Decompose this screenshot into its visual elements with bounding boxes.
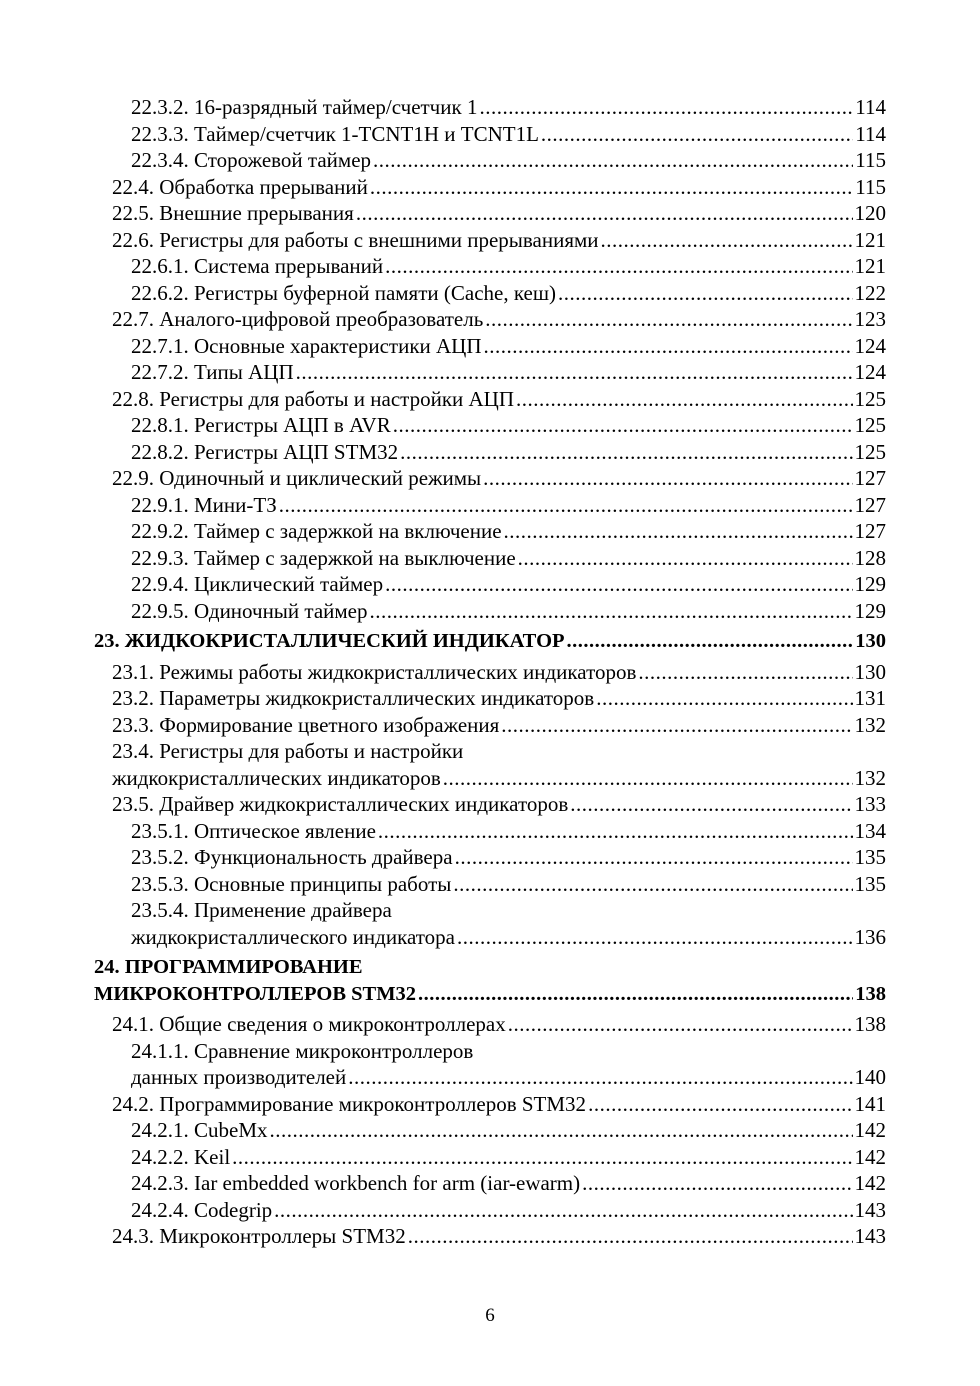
dot-leader: [582, 1170, 852, 1197]
toc-entry: [0, 628, 980, 655]
dot-leader: [443, 765, 853, 792]
toc-entry: [0, 791, 980, 818]
toc-entry: [0, 280, 980, 307]
toc-entry-page: 128: [854, 545, 886, 570]
toc-entry-page: 123: [854, 307, 886, 331]
dot-leader: [596, 685, 852, 712]
dot-leader: [400, 439, 852, 466]
toc-entry-page: 132: [854, 712, 886, 737]
toc-entry-title: 23.5.1. Оптическое явление: [131, 818, 376, 843]
dot-leader: [588, 1091, 852, 1118]
dot-leader: [418, 981, 853, 1008]
toc-entry: [0, 412, 980, 439]
toc-entry-title-continued: жидкокристаллических индикаторов: [112, 765, 441, 790]
toc-entry-title: 24. ПРОГРАММИРОВАНИЕ: [94, 956, 363, 978]
toc-entry-title: 24.3. Микроконтроллеры STM32: [112, 1224, 406, 1248]
toc-entry: [0, 1223, 980, 1250]
toc-entry-title: 22.7.1. Основные характеристики АЦП: [131, 333, 482, 358]
toc-entry: [0, 1091, 980, 1118]
toc-entry: [0, 738, 980, 791]
dot-leader: [484, 333, 853, 360]
toc-entry-page: 135: [854, 871, 886, 896]
dot-leader: [296, 359, 853, 386]
toc-entry: [0, 465, 980, 492]
toc-entry: [0, 1197, 980, 1224]
toc-entry: [0, 94, 980, 121]
toc-entry-page: 127: [854, 466, 886, 490]
toc-entry-title: 23.2. Параметры жидкокристаллических индикаторов: [112, 686, 595, 710]
toc-entry-page: 138: [855, 982, 886, 1005]
dot-leader: [279, 492, 853, 519]
toc-entry-page: 125: [854, 439, 886, 464]
toc-entry: [0, 518, 980, 545]
toc-entry: [0, 359, 980, 386]
toc-entry-title: 22.3.3. Таймер/счетчик 1-TCNT1H и TCNT1L: [131, 121, 539, 146]
dot-leader: [601, 227, 853, 254]
toc-entry-page: 130: [854, 659, 886, 684]
page-number: 6: [485, 1305, 495, 1326]
toc-entry-page: 142: [854, 1171, 886, 1195]
toc-entry-title: 23.5.2. Функциональность драйвера: [131, 845, 453, 869]
toc-entry-title: 22.9.2. Таймер с задержкой на включение: [131, 519, 502, 543]
toc-entry: [0, 598, 980, 625]
dot-leader: [274, 1197, 852, 1224]
dot-leader: [541, 121, 853, 148]
toc-entry-title: 22.8. Регистры для работы и настройки АЦП: [112, 386, 515, 411]
dot-leader: [270, 1117, 853, 1144]
toc-entry-page: 142: [854, 1144, 886, 1169]
dot-leader: [453, 871, 852, 898]
toc-entry: [0, 571, 980, 598]
dot-leader: [479, 94, 853, 121]
toc-entry: [0, 227, 980, 254]
toc-entry: [0, 871, 980, 898]
toc-entry-page: 124: [854, 360, 886, 384]
toc-entry-page: 121: [854, 254, 886, 278]
toc-entry: [0, 897, 980, 950]
dot-leader: [370, 174, 853, 201]
toc-entry-title: 22.6.2. Регистры буферной памяти (Cache, кеш): [131, 280, 557, 305]
dot-leader: [455, 844, 853, 871]
toc-entry-page: 142: [854, 1118, 886, 1142]
toc-entry-page: 135: [854, 845, 886, 869]
toc-entry-page: 141: [854, 1091, 886, 1116]
toc-entry-title: 24.1.1. Сравнение микроконтроллеров: [131, 1038, 474, 1063]
dot-leader: [483, 465, 852, 492]
toc-entry-title: 22.3.2. 16-разрядный таймер/счетчик 1: [131, 95, 478, 119]
dot-leader: [516, 386, 852, 413]
dot-leader: [558, 280, 852, 307]
toc-entry-title-continued: МИКРОКОНТРОЛЛЕРОВ STM32: [94, 982, 417, 1005]
toc-entry-title: 22.9.5. Одиночный таймер: [131, 598, 368, 623]
toc-entry-title: 22.6.1. Система прерываний: [131, 254, 384, 278]
toc-entry-title: 22.8.1. Регистры АЦП в AVR: [131, 413, 391, 437]
toc-entry: [0, 306, 980, 333]
dot-leader: [501, 712, 852, 739]
dot-leader: [370, 598, 853, 625]
dot-leader: [457, 924, 853, 951]
toc-entry: [0, 253, 980, 280]
toc-entry-title: 23.1. Режимы работы жидкокристаллических индикаторов: [112, 659, 637, 684]
dot-leader: [385, 253, 852, 280]
toc-entry-page: 132: [854, 765, 886, 790]
table-of-contents: [0, 94, 980, 1250]
toc-entry-title: 23.5. Драйвер жидкокристаллических индикаторов: [112, 792, 569, 816]
toc-entry: [0, 685, 980, 712]
toc-entry: [0, 333, 980, 360]
dot-leader: [638, 659, 852, 686]
toc-entry-title: 23.5.4. Применение драйвера: [131, 898, 392, 922]
toc-entry: [0, 659, 980, 686]
dot-leader: [385, 571, 852, 598]
toc-entry: [0, 818, 980, 845]
toc-entry: [0, 844, 980, 871]
toc-entry-page: 122: [854, 280, 886, 305]
toc-entry: [0, 1144, 980, 1171]
toc-entry: [0, 121, 980, 148]
toc-entry-page: 125: [854, 386, 886, 411]
dot-leader: [570, 791, 852, 818]
toc-entry-page: 115: [855, 174, 886, 199]
dot-leader: [393, 412, 853, 439]
toc-entry-title: 22.9.1. Мини-ТЗ: [131, 492, 277, 517]
toc-entry-page: 140: [854, 1065, 886, 1089]
dot-leader: [518, 545, 853, 572]
toc-entry-title: 23.4. Регистры для работы и настройки: [112, 739, 464, 763]
toc-entry-title: 24.2.2. Keil: [131, 1144, 231, 1169]
toc-entry: [0, 712, 980, 739]
toc-entry: [0, 1038, 980, 1091]
toc-entry-title: 24.1. Общие сведения о микроконтроллерах: [112, 1012, 506, 1036]
toc-entry: [0, 147, 980, 174]
toc-entry-title: 22.5. Внешние прерывания: [112, 201, 354, 225]
toc-entry-title: 24.2.1. CubeMx: [131, 1118, 268, 1142]
toc-entry-page: 127: [854, 492, 886, 517]
toc-entry: [0, 174, 980, 201]
toc-entry-title: 22.7.2. Типы АЦП: [131, 360, 294, 384]
toc-entry: [0, 200, 980, 227]
toc-entry-title: 22.9. Одиночный и циклический режимы: [112, 466, 482, 490]
toc-entry-title: 22.7. Аналого-цифровой преобразователь: [112, 307, 484, 331]
toc-entry-title: 24.2. Программирование микроконтроллеров STM32: [112, 1091, 587, 1116]
toc-entry-title: 23.3. Формирование цветного изображения: [112, 712, 500, 737]
toc-entry-page: 120: [854, 201, 886, 225]
dot-leader: [356, 200, 853, 227]
dot-leader: [504, 518, 853, 545]
toc-entry-page: 131: [854, 686, 886, 710]
toc-entry: [0, 386, 980, 413]
toc-entry-page: 127: [854, 519, 886, 543]
toc-entry: [0, 545, 980, 572]
dot-leader: [232, 1144, 852, 1171]
toc-entry: [0, 1117, 980, 1144]
toc-entry-title: 22.4. Обработка прерываний: [112, 174, 368, 199]
toc-entry-page: 115: [855, 148, 886, 172]
toc-entry-title: 23.5.3. Основные принципы работы: [131, 871, 452, 896]
dot-leader: [485, 306, 852, 333]
toc-entry-page: 133: [854, 792, 886, 816]
toc-entry-page: 143: [854, 1197, 886, 1222]
toc-entry-page: 114: [855, 95, 886, 119]
dot-leader: [373, 147, 853, 174]
toc-entry-page: 129: [854, 572, 886, 596]
toc-entry-title: 23. ЖИДКОКРИСТАЛЛИЧЕСКИЙ ИНДИКАТОР: [94, 630, 565, 652]
toc-entry-title: 22.9.4. Циклический таймер: [131, 572, 384, 596]
toc-entry-title-continued: данных производителей: [131, 1065, 347, 1089]
dot-leader: [567, 628, 854, 655]
toc-entry-title: 22.8.2. Регистры АЦП STM32: [131, 439, 399, 464]
toc-entry-page: 129: [854, 598, 886, 623]
toc-entry-page: 130: [855, 630, 886, 652]
toc-entry: [0, 1011, 980, 1038]
toc-entry-page: 143: [854, 1224, 886, 1248]
toc-entry-page: 124: [854, 333, 886, 358]
toc-entry: [0, 492, 980, 519]
toc-entry-title: 22.9.3. Таймер с задержкой на выключение: [131, 545, 516, 570]
toc-entry-page: 121: [854, 227, 886, 252]
toc-entry: [0, 1170, 980, 1197]
toc-entry-page: 125: [854, 413, 886, 437]
dot-leader: [348, 1064, 852, 1091]
toc-entry-title: 22.3.4. Сторожевой таймер: [131, 148, 372, 172]
dot-leader: [408, 1223, 853, 1250]
toc-entry-title-continued: жидкокристаллического индикатора: [131, 924, 455, 949]
toc-entry-page: 134: [854, 818, 886, 843]
toc-entry-page: 138: [854, 1012, 886, 1036]
dot-leader: [508, 1011, 853, 1038]
toc-entry-page: 136: [854, 924, 886, 949]
dot-leader: [378, 818, 853, 845]
toc-entry-page: 114: [855, 121, 886, 146]
toc-entry: [0, 439, 980, 466]
toc-entry-title: 22.6. Регистры для работы с внешними прерываниями: [112, 227, 599, 252]
toc-entry-title: 24.2.4. Codegrip: [131, 1197, 273, 1222]
toc-entry: [0, 954, 980, 1007]
toc-entry-title: 24.2.3. Iar embedded workbench for arm (iar-ewarm): [131, 1171, 581, 1195]
